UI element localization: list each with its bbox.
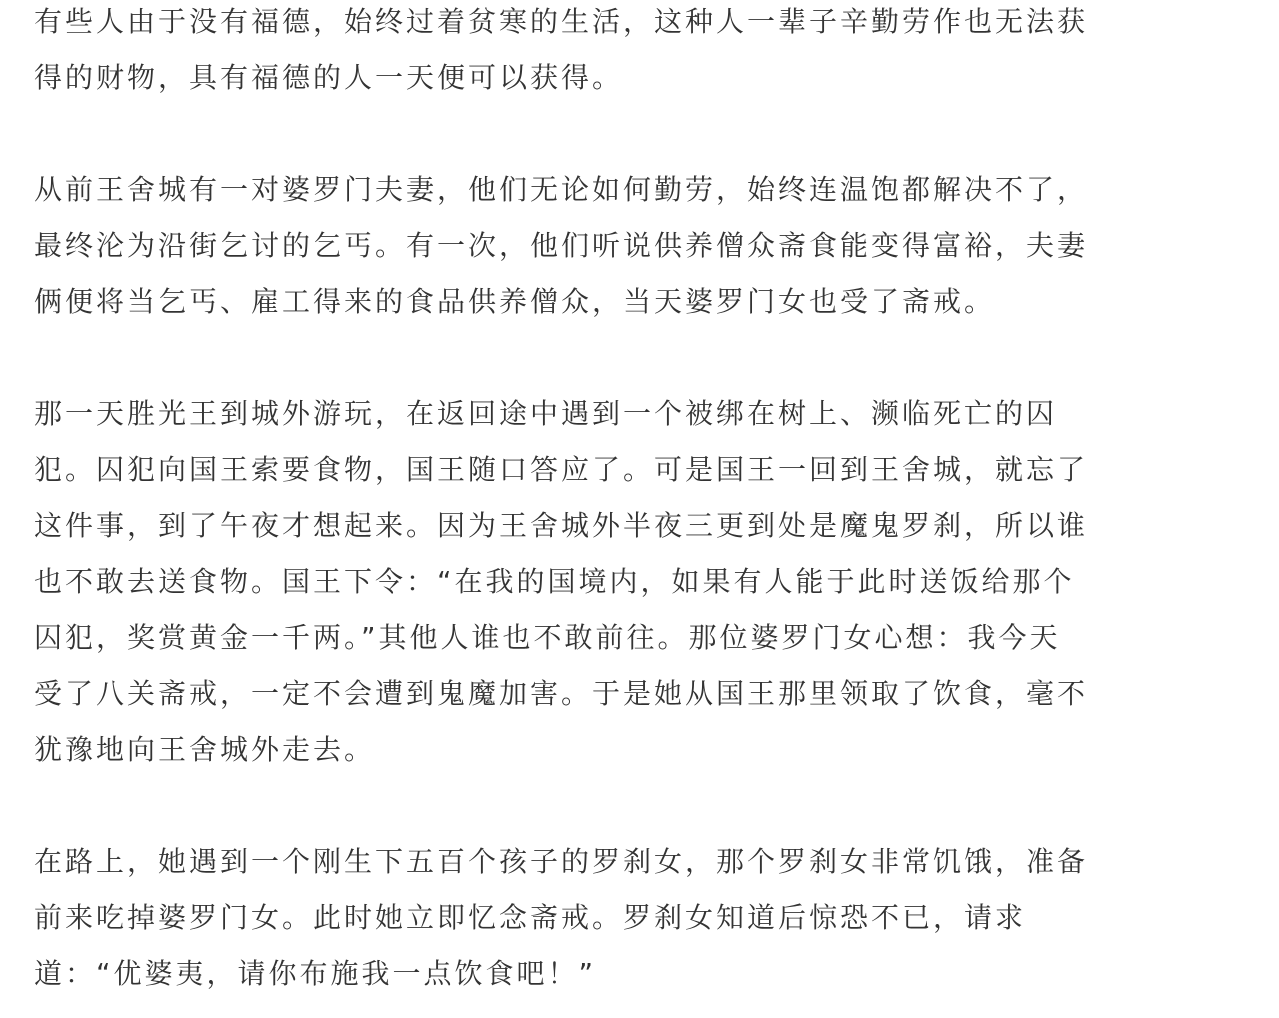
text-line: 从前王舍城有一对婆罗门夫妻，他们无论如何勤劳，始终连温饱都解决不了，	[34, 173, 1089, 206]
text-line: 也不敢去送食物。国王下令：“在我的国境内，如果有人能于此时送饭给那个	[34, 565, 1075, 598]
text-line: 有些人由于没有福德，始终过着贫寒的生活，这种人一辈子辛勤劳作也无法获	[34, 5, 1089, 38]
text-line: 在路上，她遇到一个刚生下五百个孩子的罗刹女，那个罗刹女非常饥饿，准备	[34, 845, 1089, 878]
text-line: 前来吃掉婆罗门女。此时她立即忆念斋戒。罗刹女知道后惊恐不已，请求	[34, 901, 1027, 934]
text-line: 犯。囚犯向国王索要食物，国王随口答应了。可是国王一回到王舍城，就忘了	[34, 453, 1089, 486]
text-line: 得的财物，具有福德的人一天便可以获得。	[34, 61, 624, 94]
text-line: 最终沦为沿街乞讨的乞丐。有一次，他们听说供养僧众斋食能变得富裕，夫妻	[34, 229, 1089, 262]
text-line: 这件事，到了午夜才想起来。因为王舍城外半夜三更到处是魔鬼罗刹，所以谁	[34, 509, 1089, 542]
text-line: 囚犯，奖赏黄金一千两。”其他人谁也不敢前往。那位婆罗门女心想：我今天	[34, 621, 1061, 654]
text-line: 那一天胜光王到城外游玩，在返回途中遇到一个被绑在树上、濒临死亡的囚	[34, 397, 1058, 430]
text-line: 受了八关斋戒，一定不会遭到鬼魔加害。于是她从国王那里领取了饮食，毫不	[34, 677, 1089, 710]
text-line: 犹豫地向王舍城外走去。	[34, 733, 376, 766]
text-line: 俩便将当乞丐、雇工得来的食品供养僧众，当天婆罗门女也受了斋戒。	[34, 285, 996, 318]
text-line: 道：“优婆夷，请你布施我一点饮食吧！”	[34, 957, 597, 990]
